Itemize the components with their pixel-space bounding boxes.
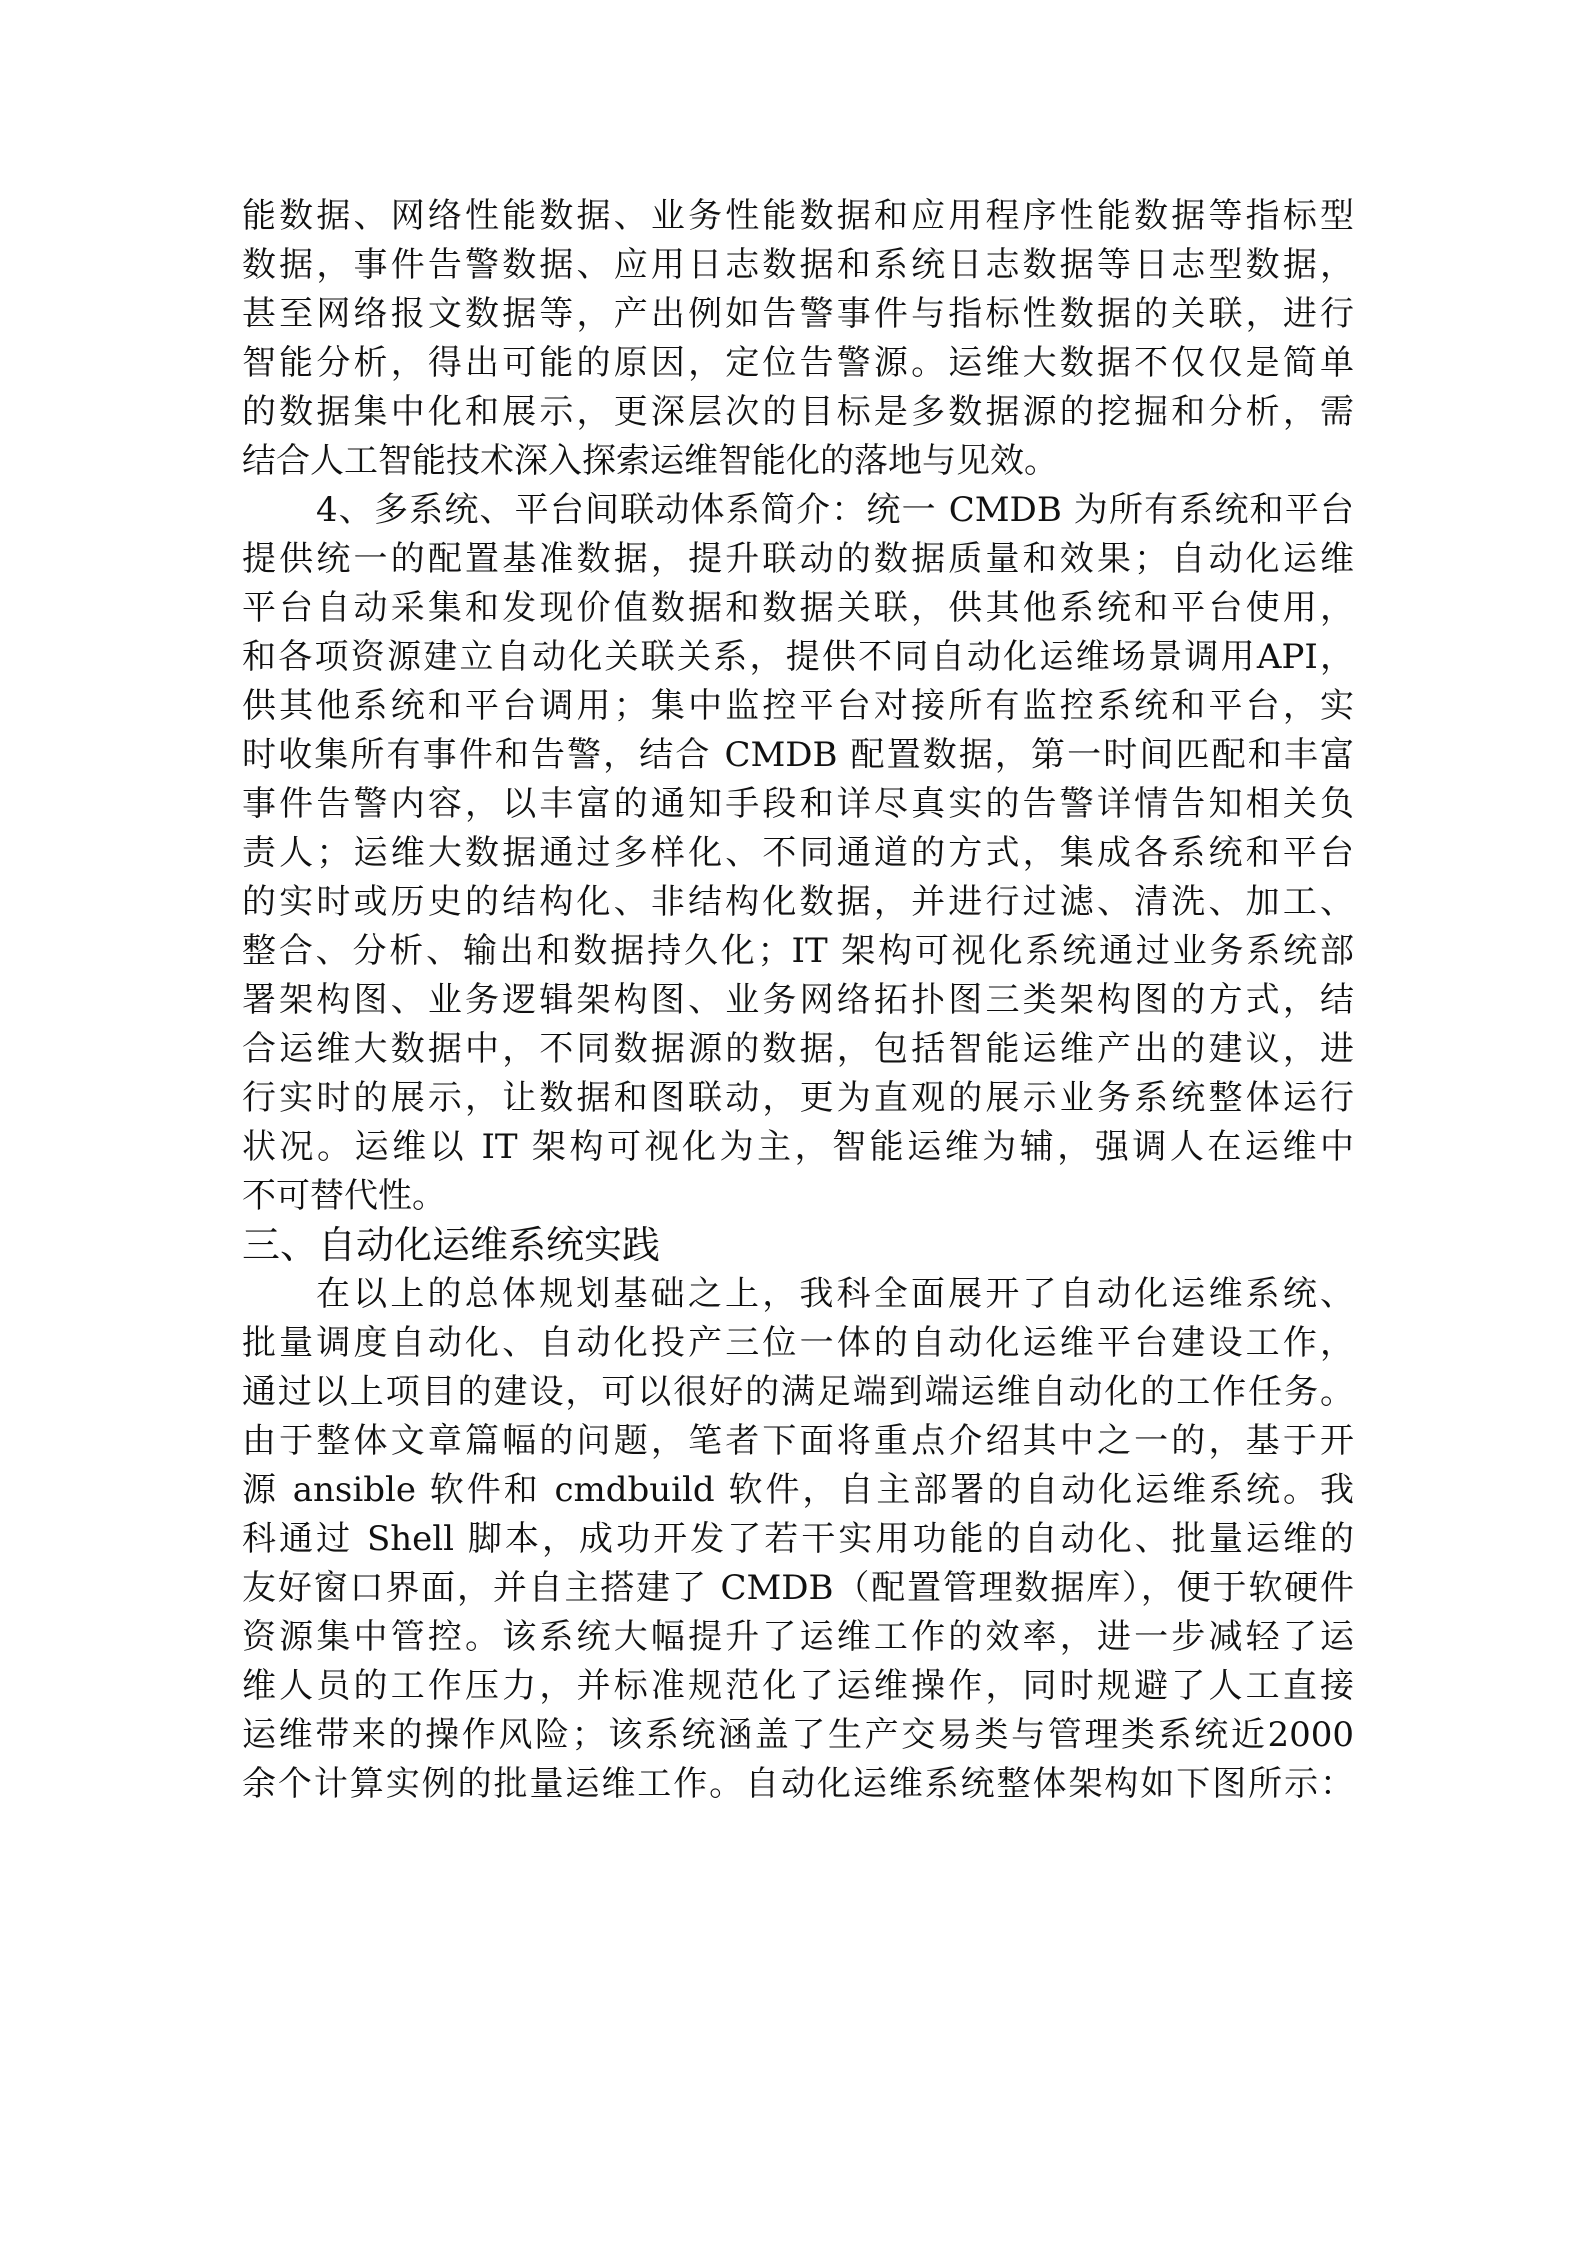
text-line: 数据，事件告警数据、应用日志数据和系统日志数据等日志型数据， bbox=[242, 245, 1354, 285]
section-heading: 三、自动化运维系统实践 bbox=[242, 1223, 661, 1267]
text-line: 署架构图、业务逻辑架构图、业务网络拓扑图三类架构图的方式，结 bbox=[242, 980, 1354, 1020]
text-line: 整合、分析、输出和数据持久化；IT 架构可视化系统通过业务系统部 bbox=[242, 931, 1354, 971]
text-line: 能数据、网络性能数据、业务性能数据和应用程序性能数据等指标型 bbox=[242, 196, 1354, 236]
text-line: 智能分析，得出可能的原因，定位告警源。运维大数据不仅仅是简单 bbox=[242, 343, 1354, 383]
text-line: 源 ansible 软件和 cmdbuild 软件，自主部署的自动化运维系统。我 bbox=[242, 1470, 1354, 1510]
text-line: 状况。运维以 IT 架构可视化为主，智能运维为辅，强调人在运维中 bbox=[242, 1127, 1354, 1167]
text-line: 余个计算实例的批量运维工作。自动化运维系统整体架构如下图所示： bbox=[242, 1764, 1354, 1804]
text-line: 行实时的展示，让数据和图联动，更为直观的展示业务系统整体运行 bbox=[242, 1078, 1354, 1118]
text-line: 提供统一的配置基准数据，提升联动的数据质量和效果；自动化运维 bbox=[242, 539, 1354, 579]
text-line: 结合人工智能技术深入探索运维智能化的落地与见效。 bbox=[242, 441, 1058, 481]
text-line: 甚至网络报文数据等，产出例如告警事件与指标性数据的关联，进行 bbox=[242, 294, 1354, 334]
text-line: 运维带来的操作风险；该系统涵盖了生产交易类与管理类系统近2000 bbox=[242, 1715, 1354, 1755]
text-line: 供其他系统和平台调用；集中监控平台对接所有监控系统和平台，实 bbox=[242, 686, 1354, 726]
text-line: 的实时或历史的结构化、非结构化数据，并进行过滤、清洗、加工、 bbox=[242, 882, 1354, 922]
text-line: 维人员的工作压力，并标准规范化了运维操作，同时规避了人工直接 bbox=[242, 1666, 1354, 1706]
paragraph-4 bbox=[242, 486, 1354, 1221]
paragraph-continued bbox=[242, 192, 1354, 486]
text-line: 科通过 Shell 脚本，成功开发了若干实用功能的自动化、批量运维的 bbox=[242, 1519, 1354, 1559]
text-line: 批量调度自动化、自动化投产三位一体的自动化运维平台建设工作， bbox=[242, 1323, 1354, 1363]
text-line: 和各项资源建立自动化关联关系，提供不同自动化运维场景调用API， bbox=[242, 637, 1354, 677]
text-line: 资源集中管控。该系统大幅提升了运维工作的效率，进一步减轻了运 bbox=[242, 1617, 1354, 1657]
text-line: 责人；运维大数据通过多样化、不同通道的方式，集成各系统和平台 bbox=[242, 833, 1354, 873]
text-line: 由于整体文章篇幅的问题，笔者下面将重点介绍其中之一的，基于开 bbox=[242, 1421, 1354, 1461]
text-line: 在以上的总体规划基础之上，我科全面展开了自动化运维系统、 bbox=[316, 1274, 1354, 1314]
text-line: 事件告警内容，以丰富的通知手段和详尽真实的告警详情告知相关负 bbox=[242, 784, 1354, 824]
text-line: 合运维大数据中，不同数据源的数据，包括智能运维产出的建议，进 bbox=[242, 1029, 1354, 1069]
text-line: 友好窗口界面，并自主搭建了 CMDB（配置管理数据库），便于软硬件 bbox=[242, 1568, 1354, 1608]
text-line: 4、多系统、平台间联动体系简介：统一 CMDB 为所有系统和平台 bbox=[316, 490, 1354, 530]
text-line: 的数据集中化和展示，更深层次的目标是多数据源的挖掘和分析，需 bbox=[242, 392, 1354, 432]
text-line: 通过以上项目的建设，可以很好的满足端到端运维自动化的工作任务。 bbox=[242, 1372, 1354, 1412]
text-line: 不可替代性。 bbox=[242, 1176, 446, 1216]
paragraph-section-3 bbox=[242, 1270, 1354, 1809]
document-body bbox=[242, 192, 1354, 1809]
text-line: 时收集所有事件和告警，结合 CMDB 配置数据，第一时间匹配和丰富 bbox=[242, 735, 1354, 775]
text-line: 平台自动采集和发现价值数据和数据关联，供其他系统和平台使用， bbox=[242, 588, 1354, 628]
